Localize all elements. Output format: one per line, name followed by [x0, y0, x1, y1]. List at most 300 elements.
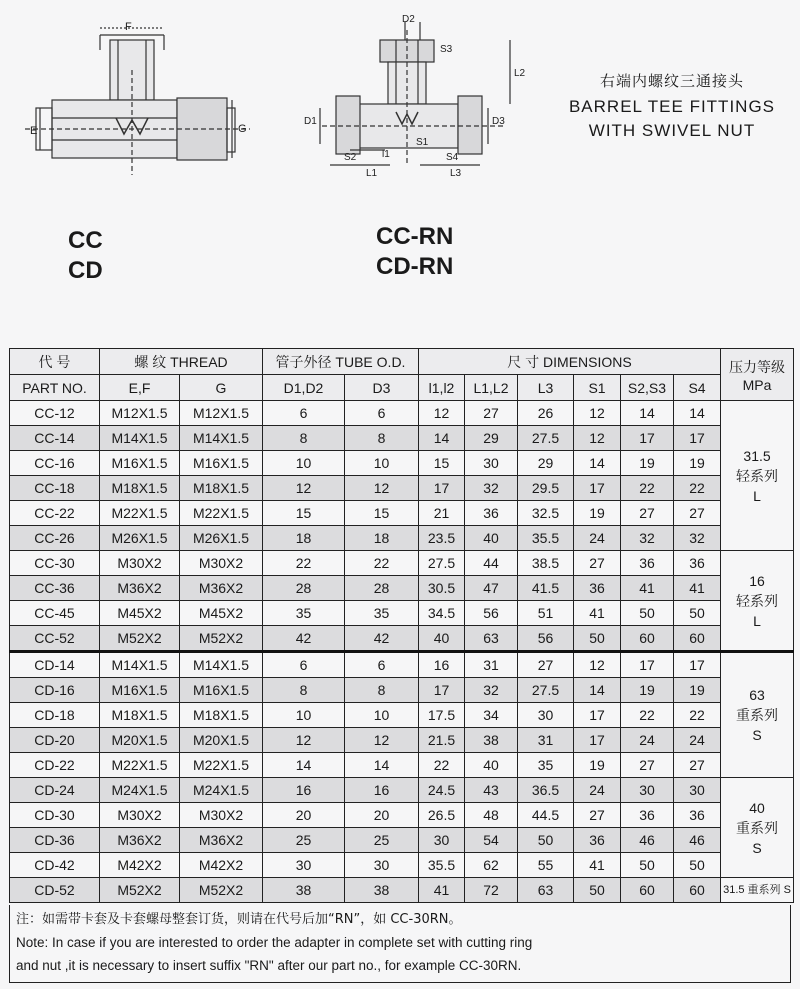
header-col: L1,L2	[465, 375, 518, 401]
table-cell: M22X1.5	[180, 753, 263, 778]
dim-label-s1: S1	[416, 137, 429, 148]
table-cell: 8	[263, 678, 345, 703]
table-cell: M16X1.5	[100, 451, 180, 476]
part-number-cell: CC-16	[10, 451, 100, 476]
table-cell: 6	[263, 652, 345, 678]
pressure-rating-cell	[721, 401, 794, 551]
table-cell: 47	[465, 576, 518, 601]
pressure-rating-line: S	[752, 839, 762, 856]
part-number-cell: CD-14	[10, 652, 100, 678]
code-cd-rn: CD-RN	[376, 253, 454, 280]
pressure-rating-line: 31.5	[743, 447, 771, 464]
table-cell: 50	[621, 601, 674, 626]
table-cell: 30	[263, 853, 345, 878]
table-cell: 72	[465, 878, 518, 903]
part-number-cell: CD-24	[10, 778, 100, 803]
header-pressure-unit: MPa	[742, 376, 772, 393]
pressure-rating-cell	[721, 878, 794, 903]
table-cell: 42	[345, 626, 419, 652]
part-number-cell: CD-18	[10, 703, 100, 728]
code-cc: CC	[68, 227, 103, 254]
table-row	[10, 576, 794, 601]
table-cell: 22	[345, 551, 419, 576]
table-cell: 27	[621, 501, 674, 526]
table-cell: 36	[621, 803, 674, 828]
table-cell: 41	[419, 878, 465, 903]
table-cell: 12	[345, 476, 419, 501]
header-col: G	[180, 375, 263, 401]
table-cell: 35.5	[419, 853, 465, 878]
table-cell: 60	[621, 878, 674, 903]
table-cell: 32	[621, 526, 674, 551]
table-cell: 14	[419, 426, 465, 451]
header-col: S4	[674, 375, 721, 401]
table-cell: M14X1.5	[100, 426, 180, 451]
table-cell: 26.5	[419, 803, 465, 828]
table-cell: 19	[621, 451, 674, 476]
table-cell: 19	[674, 451, 721, 476]
part-number-cell: CC-22	[10, 501, 100, 526]
table-cell: 35	[263, 601, 345, 626]
table-cell: 50	[674, 601, 721, 626]
note-chinese: 注：如需带卡套及卡套螺母整套订货，则请在代号后加“RN”，如 CC-30RN。	[16, 912, 462, 927]
table-cell: 14	[345, 753, 419, 778]
title-english-line1: BARREL TEE FITTINGS	[568, 97, 776, 116]
table-cell: 12	[345, 728, 419, 753]
pressure-rating-line: L	[753, 612, 761, 629]
table-cell: 54	[465, 828, 518, 853]
table-cell: 36	[674, 803, 721, 828]
table-row	[10, 501, 794, 526]
table-cell: M24X1.5	[180, 778, 263, 803]
table-cell: 32.5	[518, 501, 574, 526]
pressure-rating-line: 轻系列	[736, 592, 779, 609]
dim-label-g: G	[238, 123, 247, 135]
table-cell: 17.5	[419, 703, 465, 728]
table-cell: 8	[263, 426, 345, 451]
table-row	[10, 703, 794, 728]
table-cell: 41.5	[518, 576, 574, 601]
table-cell: 19	[674, 678, 721, 703]
header-tube-od: 管子外径 TUBE O.D.	[263, 349, 419, 375]
table-cell: M52X2	[100, 878, 180, 903]
table-cell: 17	[574, 476, 621, 501]
table-cell: 15	[419, 451, 465, 476]
part-number-cell: CC-45	[10, 601, 100, 626]
table-row	[10, 678, 794, 703]
table-cell: 32	[465, 678, 518, 703]
table-cell: M36X2	[180, 828, 263, 853]
table-cell: 50	[574, 626, 621, 652]
table-cell: 24.5	[419, 778, 465, 803]
table-cell: M45X2	[100, 601, 180, 626]
table-cell: 38.5	[518, 551, 574, 576]
table-cell: 26	[518, 401, 574, 426]
header-col: E,F	[100, 375, 180, 401]
table-cell: 15	[345, 501, 419, 526]
table-cell: M18X1.5	[180, 703, 263, 728]
table-cell: 63	[465, 626, 518, 652]
table-cell: M14X1.5	[100, 652, 180, 678]
table-cell: 27.5	[518, 426, 574, 451]
pressure-rating-line: 40	[749, 799, 765, 816]
pressure-rating-line: 63	[749, 687, 765, 703]
table-cell: M20X1.5	[100, 728, 180, 753]
table-cell: M14X1.5	[180, 426, 263, 451]
table-cell: 15	[263, 501, 345, 526]
table-cell: 56	[518, 626, 574, 652]
dimension-table	[9, 348, 794, 903]
table-cell: 30	[674, 778, 721, 803]
dim-label-e: E	[30, 125, 38, 137]
table-cell: 17	[674, 652, 721, 678]
table-cell: 46	[674, 828, 721, 853]
table-cell: 30	[465, 451, 518, 476]
pressure-rating-line: 重系列	[736, 819, 779, 836]
dim-label-l1-small: l1	[382, 149, 390, 160]
table-cell: 38	[465, 728, 518, 753]
table-cell: 8	[345, 426, 419, 451]
table-cell: 30	[419, 828, 465, 853]
table-cell: M12X1.5	[180, 401, 263, 426]
dim-label-s2: S2	[344, 152, 357, 163]
table-cell: M42X2	[180, 853, 263, 878]
table-cell: M16X1.5	[180, 451, 263, 476]
pressure-rating-line: 重系列	[736, 707, 779, 723]
table-cell: M30X2	[180, 551, 263, 576]
table-cell: 16	[263, 778, 345, 803]
table-cell: 30	[621, 778, 674, 803]
table-cell: M16X1.5	[100, 678, 180, 703]
header-pressure	[721, 349, 794, 401]
table-cell: 22	[419, 753, 465, 778]
table-cell: M42X2	[100, 853, 180, 878]
table-cell: 35	[518, 753, 574, 778]
table-cell: M12X1.5	[100, 401, 180, 426]
table-cell: 20	[263, 803, 345, 828]
table-cell: M45X2	[180, 601, 263, 626]
part-number-cell: CC-18	[10, 476, 100, 501]
left-tee-drawing	[25, 28, 250, 175]
table-cell: 30.5	[419, 576, 465, 601]
part-number-cell: CC-30	[10, 551, 100, 576]
table-cell: 12	[574, 401, 621, 426]
table-cell: 14	[574, 451, 621, 476]
table-cell: 24	[574, 526, 621, 551]
table-cell: 17	[574, 703, 621, 728]
pressure-rating-line: S	[752, 727, 762, 743]
table-cell: 50	[674, 853, 721, 878]
table-row	[10, 526, 794, 551]
table-cell: 34	[465, 703, 518, 728]
table-cell: 18	[345, 526, 419, 551]
pressure-rating-cell	[721, 551, 794, 652]
table-cell: 10	[263, 451, 345, 476]
table-cell: 22	[621, 476, 674, 501]
table-cell: 30	[518, 703, 574, 728]
table-cell: 6	[345, 652, 419, 678]
table-cell: 48	[465, 803, 518, 828]
header-col: D3	[345, 375, 419, 401]
dim-label-l2: L2	[514, 68, 526, 79]
table-cell: 60	[674, 878, 721, 903]
part-number-cell: CC-14	[10, 426, 100, 451]
table-row	[10, 652, 794, 678]
table-cell: M30X2	[100, 551, 180, 576]
table-cell: M52X2	[180, 878, 263, 903]
part-number-cell: CC-12	[10, 401, 100, 426]
table-cell: 10	[345, 703, 419, 728]
table-cell: 17	[419, 678, 465, 703]
header-thread: 螺 纹 THREAD	[100, 349, 263, 375]
table-cell: M22X1.5	[100, 753, 180, 778]
table-cell: 32	[465, 476, 518, 501]
table-cell: 12	[263, 728, 345, 753]
table-cell: 16	[419, 652, 465, 678]
part-number-cell: CC-36	[10, 576, 100, 601]
table-row	[10, 828, 794, 853]
table-cell: 36	[674, 551, 721, 576]
table-cell: 56	[465, 601, 518, 626]
table-cell: 50	[621, 853, 674, 878]
table-cell: 50	[574, 878, 621, 903]
table-cell: 24	[574, 778, 621, 803]
codes-right	[376, 222, 453, 282]
table-cell: 29	[518, 451, 574, 476]
table-cell: 19	[574, 753, 621, 778]
table-cell: 40	[419, 626, 465, 652]
table-cell: 27	[465, 401, 518, 426]
pressure-rating-line: 31.5 重系列 S	[723, 884, 791, 896]
header-dimensions: 尺 寸 DIMENSIONS	[419, 349, 721, 375]
table-cell: 36	[574, 576, 621, 601]
table-cell: 55	[518, 853, 574, 878]
part-number-cell: CC-26	[10, 526, 100, 551]
table-cell: 22	[674, 703, 721, 728]
part-number-cell: CD-42	[10, 853, 100, 878]
code-cd: CD	[68, 257, 103, 284]
table-cell: 12	[419, 401, 465, 426]
table-cell: 21.5	[419, 728, 465, 753]
table-cell: 17	[621, 652, 674, 678]
table-cell: M30X2	[180, 803, 263, 828]
header-col: L3	[518, 375, 574, 401]
table-cell: 36	[621, 551, 674, 576]
header-pressure-cn: 压力等级	[729, 358, 786, 375]
table-row	[10, 778, 794, 803]
table-cell: 6	[345, 401, 419, 426]
table-row	[10, 878, 794, 903]
table-cell: 24	[674, 728, 721, 753]
table-cell: 20	[345, 803, 419, 828]
part-number-cell: CD-30	[10, 803, 100, 828]
dim-label-l3: L3	[450, 168, 462, 179]
table-cell: 14	[574, 678, 621, 703]
table-cell: 32	[674, 526, 721, 551]
code-cc-rn: CC-RN	[376, 223, 454, 250]
table-cell: 30	[345, 853, 419, 878]
table-row	[10, 728, 794, 753]
pressure-rating-line: 16	[749, 572, 765, 589]
table-cell: M36X2	[180, 576, 263, 601]
table-cell: 17	[674, 426, 721, 451]
table-cell: 40	[465, 526, 518, 551]
table-cell: 8	[345, 678, 419, 703]
dim-label-d1: D1	[304, 116, 317, 127]
table-cell: M52X2	[100, 626, 180, 652]
header-col: l1,l2	[419, 375, 465, 401]
part-number-cell: CD-16	[10, 678, 100, 703]
pressure-rating-line: 轻系列	[736, 467, 779, 484]
table-cell: 14	[674, 401, 721, 426]
table-cell: 41	[574, 853, 621, 878]
table-cell: M26X1.5	[180, 526, 263, 551]
pressure-rating-line: L	[753, 487, 761, 504]
table-cell: 62	[465, 853, 518, 878]
header-col: S2,S3	[621, 375, 674, 401]
table-cell: 36	[574, 828, 621, 853]
table-cell: 36.5	[518, 778, 574, 803]
table-cell: M36X2	[100, 576, 180, 601]
table-cell: 25	[263, 828, 345, 853]
table-cell: 44.5	[518, 803, 574, 828]
header-col: S1	[574, 375, 621, 401]
table-cell: 50	[518, 828, 574, 853]
table-cell: 18	[263, 526, 345, 551]
table-cell: 10	[263, 703, 345, 728]
table-cell: 38	[345, 878, 419, 903]
table-cell: 22	[263, 551, 345, 576]
table-cell: M14X1.5	[180, 652, 263, 678]
table-cell: 41	[621, 576, 674, 601]
dim-label-f: F	[125, 21, 132, 33]
table-cell: 27.5	[518, 678, 574, 703]
table-cell: 34.5	[419, 601, 465, 626]
table-cell: 14	[263, 753, 345, 778]
part-number-cell: CC-52	[10, 626, 100, 652]
table-cell: 27	[674, 501, 721, 526]
table-cell: M22X1.5	[180, 501, 263, 526]
table-cell: 41	[574, 601, 621, 626]
table-cell: 38	[263, 878, 345, 903]
table-cell: 41	[674, 576, 721, 601]
pressure-rating-cell	[721, 778, 794, 878]
dim-label-s3: S3	[440, 44, 453, 55]
table-row	[10, 476, 794, 501]
table-cell: 27	[674, 753, 721, 778]
table-cell: 27	[518, 652, 574, 678]
table-cell: 23.5	[419, 526, 465, 551]
pressure-rating-cell	[721, 652, 794, 778]
table-row	[10, 426, 794, 451]
table-cell: 36	[465, 501, 518, 526]
table-cell: 27	[574, 803, 621, 828]
table-cell: M16X1.5	[180, 678, 263, 703]
table-cell: 12	[574, 652, 621, 678]
table-row	[10, 551, 794, 576]
order-note	[9, 905, 791, 983]
table-cell: M24X1.5	[100, 778, 180, 803]
table-cell: M36X2	[100, 828, 180, 853]
dim-label-s4: S4	[446, 152, 459, 163]
table-cell: 28	[263, 576, 345, 601]
table-cell: 6	[263, 401, 345, 426]
table-cell: M22X1.5	[100, 501, 180, 526]
table-body	[10, 401, 794, 903]
table-cell: 24	[621, 728, 674, 753]
table-cell: 10	[345, 451, 419, 476]
table-row	[10, 753, 794, 778]
title-english-line2: WITH SWIVEL NUT	[588, 121, 756, 140]
table-cell: M18X1.5	[100, 476, 180, 501]
header-col: D1,D2	[263, 375, 345, 401]
table-cell: 27	[574, 551, 621, 576]
table-cell: 17	[574, 728, 621, 753]
table-cell: 17	[419, 476, 465, 501]
table-row	[10, 803, 794, 828]
table-cell: 40	[465, 753, 518, 778]
table-row	[10, 853, 794, 878]
part-number-cell: CD-52	[10, 878, 100, 903]
table-row	[10, 626, 794, 652]
table-cell: 35	[345, 601, 419, 626]
header-part-no-en: PART NO.	[10, 375, 100, 401]
table-cell: 12	[263, 476, 345, 501]
table-cell: M30X2	[100, 803, 180, 828]
table-cell: 19	[621, 678, 674, 703]
table-cell: 27.5	[419, 551, 465, 576]
table-cell: 35.5	[518, 526, 574, 551]
table-cell: M18X1.5	[100, 703, 180, 728]
table-cell: M52X2	[180, 626, 263, 652]
part-number-cell: CD-36	[10, 828, 100, 853]
codes-left	[68, 226, 103, 286]
table-cell: 46	[621, 828, 674, 853]
table-cell: 16	[345, 778, 419, 803]
header-part-no-cn: 代 号	[10, 349, 100, 375]
table-cell: 60	[621, 626, 674, 652]
title-block	[562, 70, 782, 143]
title-chinese: 右端内螺纹三通接头	[599, 72, 744, 90]
table-cell: 63	[518, 878, 574, 903]
table-cell: 25	[345, 828, 419, 853]
table-cell: M18X1.5	[180, 476, 263, 501]
table-row	[10, 601, 794, 626]
table-cell: 22	[621, 703, 674, 728]
dim-label-d3: D3	[492, 116, 505, 127]
table-cell: 31	[518, 728, 574, 753]
table-cell: 17	[621, 426, 674, 451]
table-cell: 29.5	[518, 476, 574, 501]
table-cell: 51	[518, 601, 574, 626]
note-english-line1: Note: In case if you are interested to order the adapter in complete set with cutting ring	[16, 935, 533, 950]
table-row	[10, 401, 794, 426]
table-cell: 21	[419, 501, 465, 526]
table-cell: 43	[465, 778, 518, 803]
part-number-cell: CD-22	[10, 753, 100, 778]
table-cell: 22	[674, 476, 721, 501]
table-cell: 28	[345, 576, 419, 601]
table-cell: M20X1.5	[180, 728, 263, 753]
table-cell: 29	[465, 426, 518, 451]
table-cell: M26X1.5	[100, 526, 180, 551]
right-tee-drawing	[320, 22, 510, 165]
dim-label-l1: L1	[366, 168, 378, 179]
part-number-cell: CD-20	[10, 728, 100, 753]
table-cell: 44	[465, 551, 518, 576]
dim-label-d2: D2	[402, 14, 415, 25]
table-cell: 60	[674, 626, 721, 652]
